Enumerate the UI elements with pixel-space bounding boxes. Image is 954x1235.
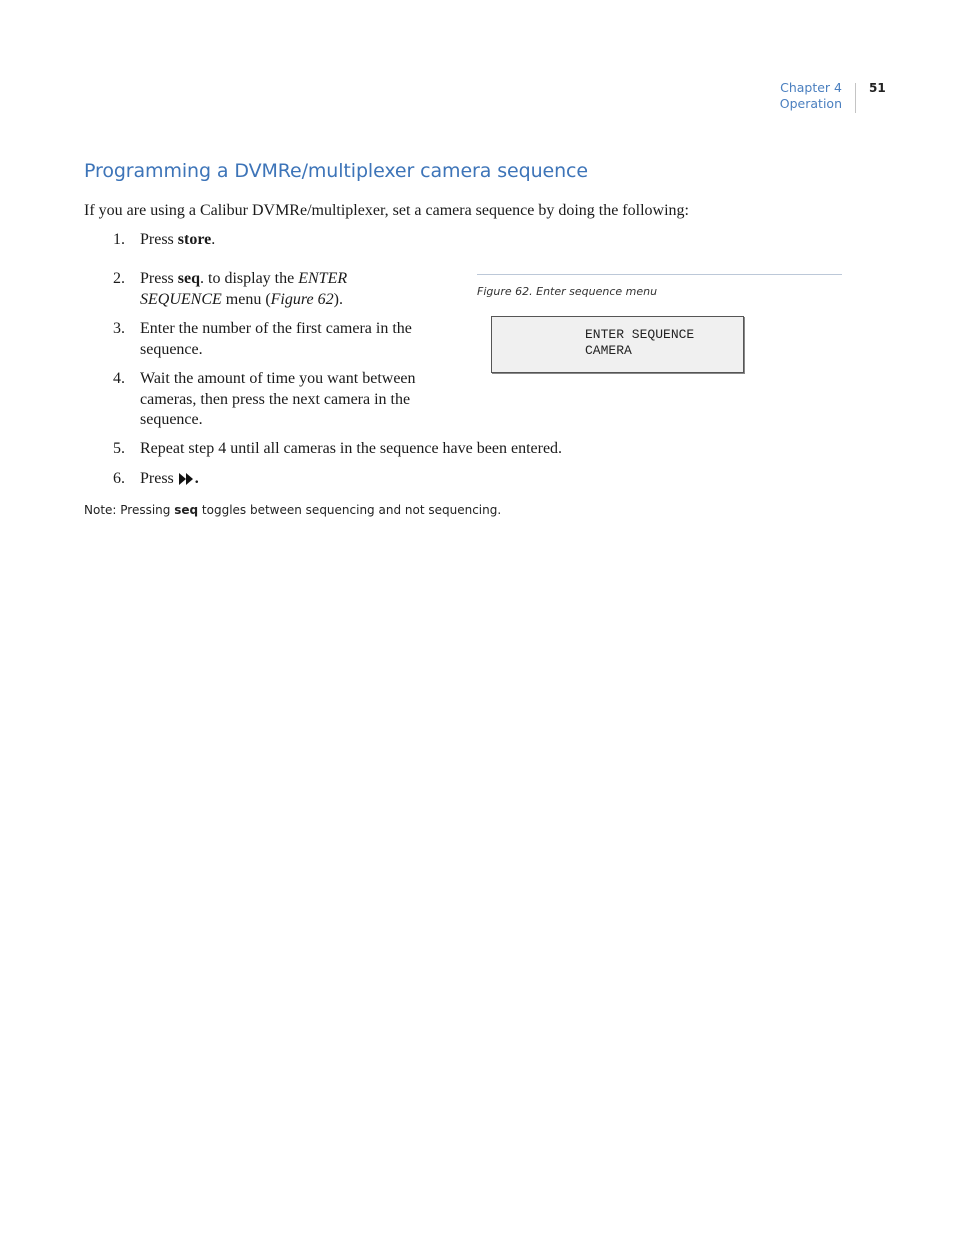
- section-title: Programming a DVMRe/multiplexer camera sequence: [84, 160, 588, 182]
- page-number: 51: [869, 81, 886, 95]
- intro-paragraph: If you are using a Calibur DVMRe/multiplexer, set a camera sequence by doing the following:: [84, 202, 689, 219]
- step-text: Repeat step 4 until all cameras in the sequence have been entered.: [140, 440, 563, 457]
- lcd-line-1: ENTER SEQUENCE: [585, 327, 695, 342]
- note-keyword: seq: [174, 503, 199, 517]
- step-text: Press store.: [140, 231, 216, 248]
- figure-divider: [477, 274, 842, 275]
- seq-key: seq: [177, 270, 201, 287]
- lcd-line-2: CAMERA: [585, 343, 632, 358]
- step-number: 2.: [113, 270, 125, 287]
- step-text: Enter the number of the first camera in the sequence.: [140, 320, 412, 358]
- step-text: Press seq. to display the ENTER SEQUENCE menu (Figure 62).: [140, 270, 348, 308]
- step-number: 6.: [113, 470, 125, 487]
- step-text: Press .: [140, 469, 199, 492]
- header-chapter: Chapter 4: [780, 80, 842, 95]
- store-key: store: [177, 231, 212, 248]
- note: Note: Pressing seq toggles between sequencing and not sequencing.: [84, 503, 502, 517]
- header-divider: [855, 83, 856, 113]
- step-number: 3.: [113, 320, 125, 337]
- fast-forward-icon: [179, 471, 195, 492]
- lcd-display: [491, 316, 744, 373]
- running-header: [780, 80, 842, 112]
- step-text: Wait the amount of time you want between cameras, then press the next camera in the sequence.: [140, 370, 416, 428]
- figure-caption: Figure 62. Enter sequence menu: [477, 285, 658, 298]
- header-section: Operation: [779, 96, 842, 111]
- figure-reference: Figure 62: [270, 290, 334, 308]
- step-number: 1.: [113, 231, 125, 248]
- step-number: 4.: [113, 370, 125, 387]
- step-number: 5.: [113, 440, 125, 457]
